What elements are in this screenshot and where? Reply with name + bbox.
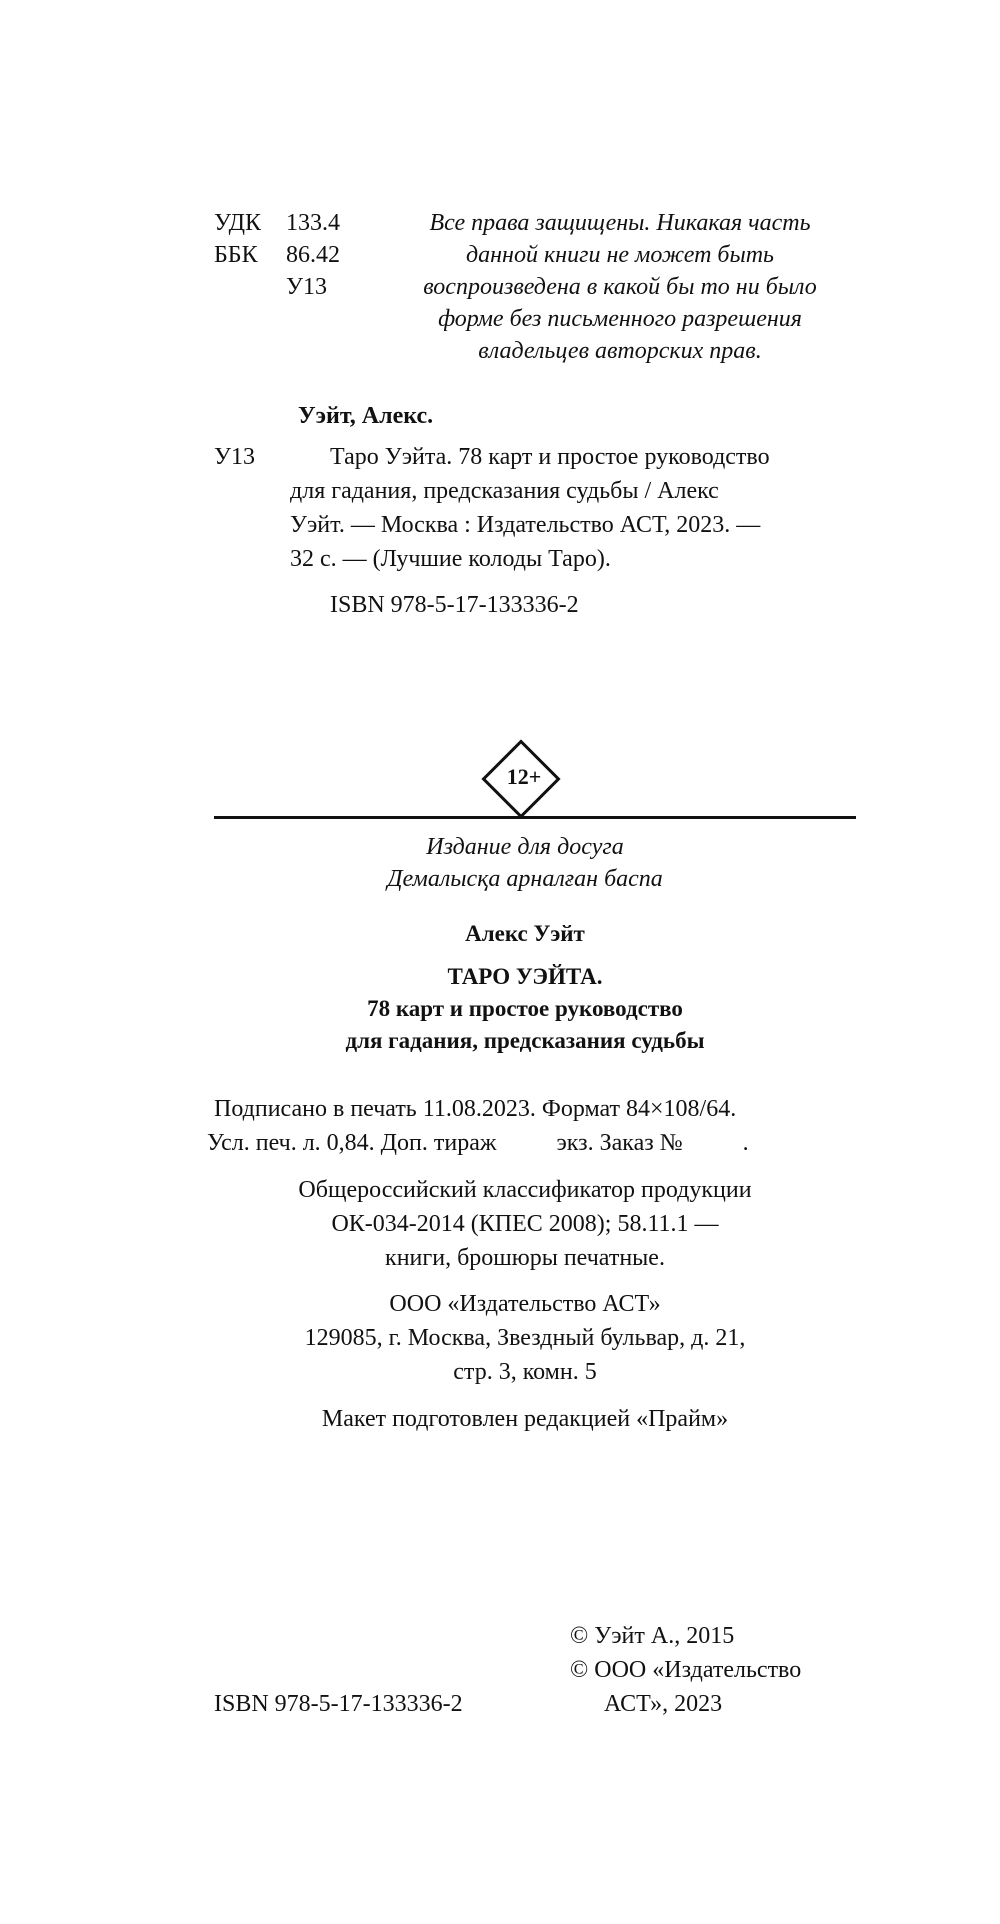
print-info-line: Подписано в печать 11.08.2023. Формат 84×108/64. — [214, 1096, 737, 1122]
publisher-line: 129085, г. Москва, Звездный бульвар, д. 21, — [304, 1325, 746, 1351]
print-info-line: Усл. печ. л. 0,84. Доп. тираж экз. Заказ № . — [207, 1130, 749, 1156]
divider — [214, 816, 856, 819]
classifier-line: ОК-034-2014 (КПЕС 2008); 58.11.1 — — [331, 1211, 719, 1237]
classifier-line: Общероссийский классификатор продукции — [298, 1177, 752, 1203]
udk-value: 133.4 — [286, 210, 340, 236]
copyright-line: © Уэйт А., 2015 — [570, 1623, 735, 1649]
book-title-line: 78 карт и простое руководство — [367, 996, 683, 1021]
bottom-isbn: ISBN 978-5-17-133336-2 — [214, 1691, 463, 1717]
record-line: для гадания, предсказания судьбы / Алекс — [290, 478, 719, 504]
book-title-line: для гадания, предсказания судьбы — [345, 1028, 705, 1053]
bbk-value: 86.42 — [286, 242, 340, 268]
bbk-label: ББК — [214, 242, 258, 268]
classifier-line: книги, брошюры печатные. — [385, 1245, 665, 1271]
rights-line: владельцев авторских прав. — [478, 338, 762, 364]
author-heading: Уэйт, Алекс. — [298, 403, 434, 429]
edition-type-kz: Демалысқа арналған баспа — [387, 866, 663, 892]
rights-line: данной книги не может быть — [466, 242, 774, 268]
publisher-line: ООО «Издательство АСТ» — [389, 1291, 661, 1317]
layout-credit: Макет подготовлен редакцией «Прайм» — [321, 1406, 729, 1432]
rights-line: форме без письменного разрешения — [438, 306, 802, 332]
copyright-line: АСТ», 2023 — [604, 1691, 723, 1717]
book-title-line: ТАРО УЭЙТА. — [447, 964, 603, 989]
record-isbn: ISBN 978-5-17-133336-2 — [330, 592, 579, 618]
record-line: Уэйт. — Москва : Издательство АСТ, 2023. — — [290, 512, 761, 538]
copyright-line: © ООО «Издательство — [570, 1657, 802, 1683]
udk-label: УДК — [214, 210, 261, 236]
publisher-line: стр. 3, комн. 5 — [453, 1359, 597, 1385]
rights-line: Все права защищены. Никакая часть — [429, 210, 811, 236]
record-line: Таро Уэйта. 78 карт и простое руководство — [330, 444, 770, 470]
edition-type-ru: Издание для досуга — [426, 834, 624, 860]
rights-notice — [390, 207, 850, 367]
book-author: Алекс Уэйт — [465, 921, 585, 946]
author-sign: У13 — [286, 274, 327, 300]
age-rating-badge: 12+ — [506, 764, 542, 789]
rights-line: воспроизведена в какой бы то ни было — [423, 274, 817, 300]
record-line: 32 с. — (Лучшие колоды Таро). — [290, 546, 611, 572]
record-sign: У13 — [214, 444, 255, 470]
